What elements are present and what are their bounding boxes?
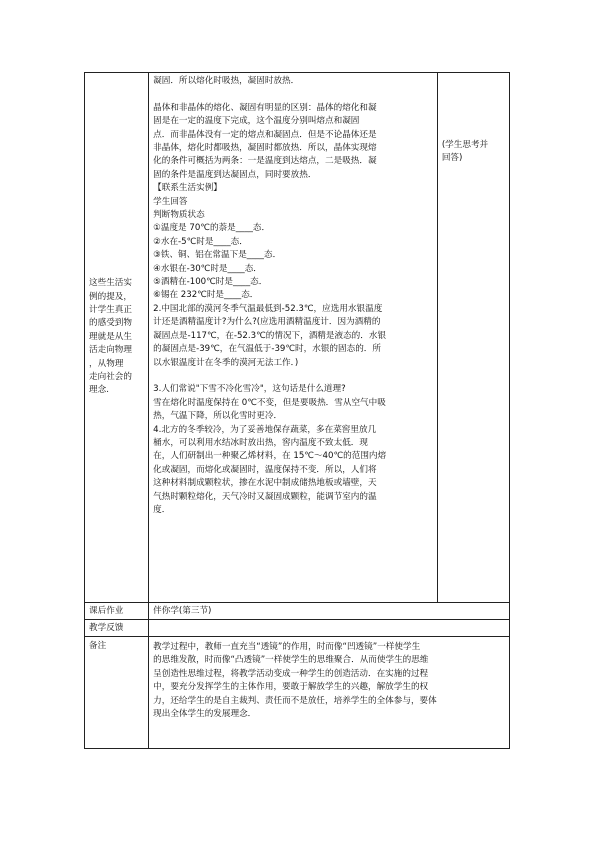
content-cell [149, 73, 438, 603]
content-line: 凝固．所以熔化时吸热，凝固时放热． [153, 76, 300, 86]
feedback-value-cell [149, 620, 510, 637]
right-note [438, 73, 509, 166]
feedback-label: 教学反馈 [89, 623, 124, 633]
left-note-line: 的感受到物 [89, 318, 132, 329]
left-note-line: 理就是从生 [89, 331, 132, 342]
lesson-plan-table [84, 72, 510, 749]
content-line: 学生回答 [153, 196, 188, 207]
content-line: ①温度是 70℃的萘是____态． [153, 223, 271, 234]
homework-row [85, 603, 510, 620]
content-line: 的凝固点是-39℃，在气温低于-39℃时，水银的固态的．所 [153, 344, 381, 355]
remarks-line: 教学过程中，教师一直充当“透镜”的作用，时而像“凹透镜”一样使学生 [153, 642, 421, 652]
content-line: ⑥锡在 232℃时是____态． [153, 290, 259, 301]
content-line: 度． [153, 504, 171, 515]
content-line: 3.人们常说"下雪不冷化雪冷"，这句话是什么道理? [153, 384, 346, 395]
content-line: 点．而非晶体没有一定的熔点和凝固点．但是不论晶体还是 [153, 129, 377, 140]
content-line: 固是在一定的温度下完成，这个温度分别叫熔点和凝固 [153, 116, 360, 127]
right-note-line: (学生思考并 [441, 140, 489, 150]
content-line: 非晶体，熔化时都吸热，凝固时都放热．所以，晶体实现熔 [153, 143, 377, 154]
content-line: 在，人们研制出一种聚乙烯材料，在 15℃～40℃的范围内熔 [153, 451, 387, 462]
left-note-line: 计学生真正 [89, 304, 132, 315]
remarks-line: 中，要充分发挥学生的主体作用，要敢于解放学生的兴趣，解放学生的权 [153, 682, 429, 693]
content-line: 【联系生活实例】 [153, 183, 222, 194]
left-note-line: 理念. [89, 385, 109, 396]
main-content [149, 73, 437, 517]
content-line: ④水银在-30℃时是____态． [153, 263, 262, 274]
content-line: ③铁、铜、铝在常温下是____态． [153, 250, 282, 261]
right-note-line: 回答) [441, 153, 463, 164]
content-line: 雪在熔化时温度保持在 0℃不变，但是要吸热．雪从空气中吸 [153, 397, 386, 408]
left-note-line: 这些生活实 [89, 278, 132, 289]
left-note-line: 活走向物理 [89, 345, 132, 356]
content-line: 桶水，可以利用水结冰时放出热，窖内温度不致太低．现 [153, 437, 368, 448]
left-note-line: 走向社会的 [89, 372, 132, 383]
remarks-content [149, 637, 509, 721]
right-note-cell [437, 73, 509, 603]
content-line [153, 370, 433, 383]
feedback-row [85, 620, 510, 637]
remarks-line: 力，还给学生的是自主裁判、责任而不是放任，培养学生的全体参与，要体 [153, 695, 437, 706]
homework-label: 课后作业 [89, 606, 124, 616]
content-line: 晶体和非晶体的熔化、凝固有明显的区别：晶体的熔化和凝 [153, 102, 377, 113]
content-line: 固的条件是温度到达凝固点，同时要放热． [153, 169, 317, 180]
content-line: 4.北方的冬季较冷，为了妥善地保存蔬菜，多在菜窖里放几 [153, 424, 377, 435]
remarks-label-cell [85, 637, 149, 749]
homework-value-cell [149, 603, 510, 620]
remarks-row [85, 637, 510, 749]
remarks-line: 的思维发散，时而像“凸透镜”一样使学生的思维聚合．从而使学生的思维 [153, 655, 429, 666]
left-note-line: ，从物理 [89, 358, 124, 369]
content-line: 热，气温下降，所以化雪时更冷． [153, 411, 283, 422]
content-line: 计还是酒精温度计?为什么?(应选用酒精温度计．因为酒精的 [153, 317, 381, 328]
content-line: 化的条件可概括为两条：一是温度到达熔点，二是吸热．凝 [153, 156, 377, 167]
content-line: 2.中国北部的漠河冬季气温最低到-52.3℃，应选用水银温度 [153, 303, 383, 314]
content-line: ②水在-5℃时是____态． [153, 236, 248, 247]
remarks-content-cell [149, 637, 510, 749]
content-line: 化或凝固，而熔化或凝固时，温度保持不变．所以，人们将 [153, 464, 377, 475]
content-line: 以水银温度计在冬季的漠河无法工作．) [153, 357, 299, 368]
content-line [153, 88, 433, 101]
homework-value: 伴你学(第三节) [153, 606, 212, 616]
left-note-line: 例的提及， [89, 291, 132, 302]
remarks-line: 呈创造性思维过程，将教学活动变成一种学生的创造活动．在实施的过程 [153, 668, 429, 679]
left-note [85, 277, 148, 398]
content-line: 气热时颗粒熔化，天气冷时又凝固成颗粒，能调节室内的温 [153, 491, 377, 502]
remarks-label: 备注 [89, 641, 107, 651]
content-line: 凝固点是-117℃，在-52.3℃的情况下，酒精是液态的．水银 [153, 330, 387, 341]
content-line: 判断物质状态 [153, 210, 205, 221]
content-line: 这种材料制成颗粒状，掺在水泥中制成储热地板或墙壁，天 [153, 478, 377, 489]
content-line: ⑤酒精在-100℃时是____态． [153, 277, 268, 288]
feedback-label-cell [85, 620, 149, 637]
feedback-value [149, 620, 509, 622]
remarks-line: 现出全体学生的发展理念． [153, 709, 257, 720]
main-row [85, 73, 510, 603]
homework-label-cell [85, 603, 149, 620]
left-note-cell [85, 73, 149, 603]
